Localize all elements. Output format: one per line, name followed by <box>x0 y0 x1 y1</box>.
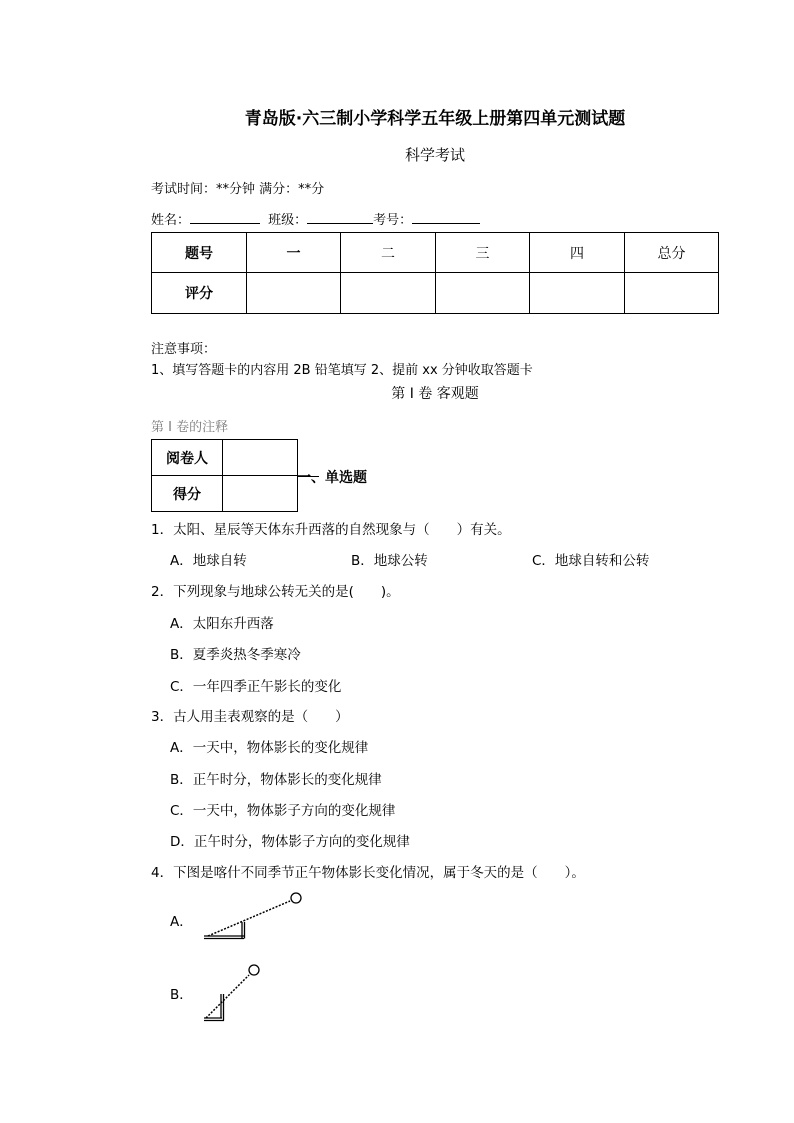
number-label: 考号： <box>373 213 413 228</box>
score-cell[interactable] <box>247 273 341 314</box>
question-1-option-a[interactable]: A．地球自转 <box>170 553 247 569</box>
class-label: 班级： <box>268 213 308 228</box>
score-header-cell: 题号 <box>152 233 247 273</box>
score-row-label: 评分 <box>152 273 247 314</box>
question-4-option-b[interactable]: B． <box>170 987 193 1003</box>
score-table-score-row <box>152 273 719 314</box>
shadow-diagram-a <box>200 890 310 942</box>
score-table-header-row <box>152 233 719 273</box>
grader-box <box>151 439 298 512</box>
question-3-stem: 3．古人用圭表观察的是（ ） <box>151 709 349 725</box>
reviewer-cell[interactable] <box>223 440 298 476</box>
name-blank[interactable] <box>190 209 260 224</box>
name-label: 姓名： <box>151 213 191 228</box>
score-cell[interactable] <box>530 273 625 314</box>
exam-title: 青岛版·六三制小学科学五年级上册第四单元测试题 <box>244 109 626 129</box>
notes-text: 1、填写答题卡的内容用 2B 铅笔填写 2、提前 xx 分钟收取答题卡 <box>151 363 533 378</box>
exam-subtitle: 科学考试 <box>404 146 465 164</box>
score-header-cell: 一 <box>247 233 341 273</box>
score-cell[interactable] <box>436 273 530 314</box>
reviewer-label: 阅卷人 <box>152 440 223 476</box>
grader-score-cell[interactable] <box>223 476 298 512</box>
question-1-option-b[interactable]: B．地球公转 <box>351 553 428 569</box>
grader-row <box>152 440 298 476</box>
question-3-option-b[interactable]: B．正午时分，物体影长的变化规律 <box>170 772 382 788</box>
shadow-diagram-b <box>200 960 270 1024</box>
exam-info: 考试时间：**分钟 满分：**分 <box>151 182 325 197</box>
score-table <box>151 232 719 314</box>
question-2-option-a[interactable]: A．太阳东升西落 <box>170 616 274 632</box>
question-2-option-c[interactable]: C．一年四季正午影长的变化 <box>170 679 342 695</box>
student-info-line <box>151 209 480 228</box>
score-header-cell: 三 <box>436 233 530 273</box>
grader-score-label: 得分 <box>152 476 223 512</box>
score-cell[interactable] <box>625 273 719 314</box>
number-blank[interactable] <box>412 209 480 224</box>
question-1-stem: 1．太阳、星辰等天体东升西落的自然现象与（ ）有关。 <box>151 522 511 538</box>
question-3-option-c[interactable]: C．一天中，物体影子方向的变化规律 <box>170 803 396 819</box>
question-2-option-b[interactable]: B．夏季炎热冬季寒冷 <box>170 647 301 663</box>
question-2-stem: 2．下列现象与地球公转无关的是( )。 <box>151 584 400 600</box>
class-blank[interactable] <box>307 209 373 224</box>
question-4-stem: 4．下图是喀什不同季节正午物体影长变化情况，属于冬天的是（ ）。 <box>151 865 585 881</box>
notes-heading: 注意事项： <box>151 342 217 357</box>
part1-title: 第 I 卷 客观题 <box>391 386 479 402</box>
question-3-option-a[interactable]: A．一天中，物体影长的变化规律 <box>170 740 369 756</box>
grader-row <box>152 476 298 512</box>
score-header-cell: 二 <box>341 233 436 273</box>
score-header-cell: 四 <box>530 233 625 273</box>
section-title: 一、单选题 <box>297 470 367 486</box>
question-4-option-a[interactable]: A． <box>170 914 193 930</box>
score-header-cell: 总分 <box>625 233 719 273</box>
question-1-option-c[interactable]: C．地球自转和公转 <box>532 553 650 569</box>
part1-note: 第 I 卷的注释 <box>151 420 229 435</box>
question-3-option-d[interactable]: D．正午时分，物体影子方向的变化规律 <box>170 834 410 850</box>
score-cell[interactable] <box>341 273 436 314</box>
